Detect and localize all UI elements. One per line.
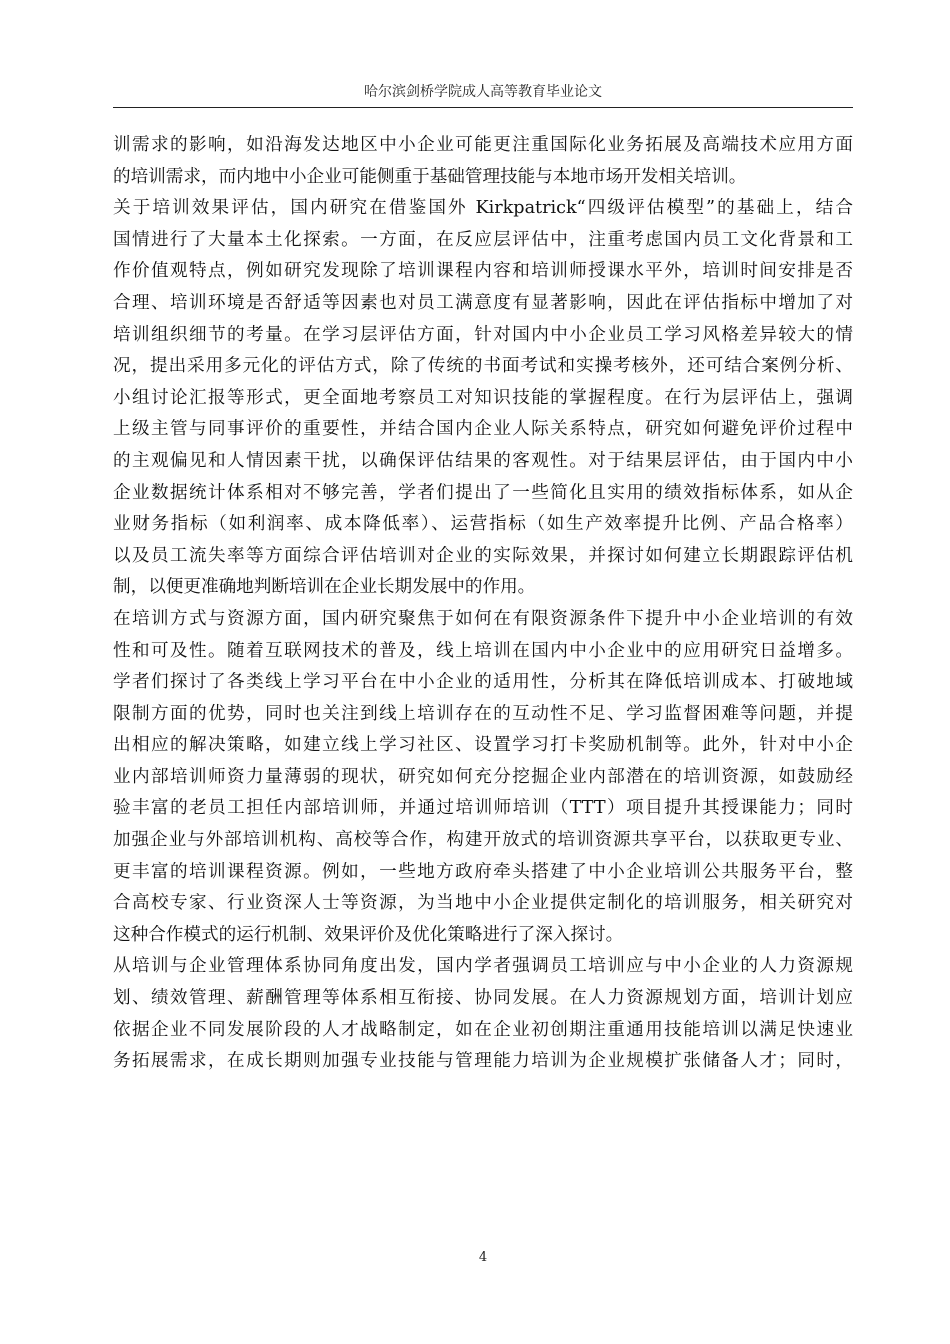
text-line: 作价值观特点，例如研究发现除了培训课程内容和培训师授课水平外，培训时间安排是否 (113, 261, 853, 282)
running-header: 哈尔滨剑桥学院成人高等教育毕业论文 (364, 84, 602, 100)
text-line: 合高校专家、行业资深人士等资源，为当地中小企业提供定制化的培训服务，相关研究对 (113, 893, 853, 914)
text-line: 业内部培训师资力量薄弱的现状，研究如何充分挖掘企业内部潜在的培训资源，如鼓励经 (113, 766, 853, 787)
text-line: 在培训方式与资源方面，国内研究聚焦于如何在有限资源条件下提升中小企业培训的有效 (113, 608, 853, 629)
text-line: 国情进行了大量本土化探索。一方面，在反应层评估中，注重考虑国内员工文化背景和工 (113, 229, 853, 250)
text-line: 出相应的解决策略，如建立线上学习社区、设置学习打卡奖励机制等。此外，针对中小企 (113, 735, 853, 756)
text-line: 关于培训效果评估，国内研究在借鉴国外 Kirkpatrick“四级评估模型”的基础上，结合 (113, 198, 853, 219)
text-line: 依据企业不同发展阶段的人才战略制定，如在企业初创期注重通用技能培训以满足快速业 (113, 1019, 853, 1040)
text-line: 学者们探讨了各类线上学习平台在中小企业的适用性，分析其在降低培训成本、打破地域 (113, 672, 853, 693)
text-line: 更丰富的培训课程资源。例如，一些地方政府牵头搭建了中小企业培训公共服务平台，整 (113, 861, 853, 882)
text-line: 业财务指标（如利润率、成本降低率）、运营指标（如生产效率提升比例、产品合格率） (113, 514, 853, 535)
text-line: 况，提出采用多元化的评估方式，除了传统的书面考试和实操考核外，还可结合案例分析、 (113, 356, 853, 377)
text-line: 的培训需求，而内地中小企业可能侧重于基础管理技能与本地市场开发相关培训。 (113, 166, 747, 187)
header-divider (113, 107, 853, 108)
text-line: 的主观偏见和人情因素干扰，以确保评估结果的客观性。对于结果层评估，由于国内中小 (113, 450, 853, 471)
body-text (113, 130, 853, 1078)
text-line: 培训组织细节的考量。在学习层评估方面，针对国内中小企业员工学习风格差异较大的情 (113, 324, 853, 345)
page-number: 4 (478, 1250, 488, 1265)
text-line: 小组讨论汇报等形式，更全面地考察员工对知识技能的掌握程度。在行为层评估上，强调 (113, 387, 853, 408)
text-line: 验丰富的老员工担任内部培训师，并通过培训师培训（TTT）项目提升其授课能力；同时 (113, 798, 853, 819)
text-line: 制，以便更准确地判断培训在企业长期发展中的作用。 (113, 577, 536, 598)
text-line: 企业数据统计体系相对不够完善，学者们提出了一些简化且实用的绩效指标体系，如从企 (113, 482, 853, 503)
text-line: 划、绩效管理、薪酬管理等体系相互衔接、协同发展。在人力资源规划方面，培训计划应 (113, 988, 853, 1009)
text-line: 合理、培训环境是否舒适等因素也对员工满意度有显著影响，因此在评估指标中增加了对 (113, 292, 853, 313)
text-line: 性和可及性。随着互联网技术的普及，线上培训在国内中小企业中的应用研究日益增多。 (113, 640, 853, 661)
text-line: 这种合作模式的运行机制、效果评价及优化策略进行了深入探讨。 (113, 924, 624, 945)
text-line: 加强企业与外部培训机构、高校等合作，构建开放式的培训资源共享平台，以获取更专业、 (113, 830, 853, 851)
text-line: 以及员工流失率等方面综合评估培训对企业的实际效果，并探讨如何建立长期跟踪评估机 (113, 545, 853, 566)
text-line: 上级主管与同事评价的重要性，并结合国内企业人际关系特点，研究如何避免评价过程中 (113, 419, 853, 440)
text-line: 训需求的影响，如沿海发达地区中小企业可能更注重国际化业务拓展及高端技术应用方面 (113, 135, 853, 155)
text-line: 限制方面的优势，同时也关注到线上培训存在的互动性不足、学习监督困难等问题，并提 (113, 703, 853, 724)
text-line: 务拓展需求，在成长期则加强专业技能与管理能力培训为企业规模扩张储备人才；同时， (113, 1051, 853, 1072)
text-line: 从培训与企业管理体系协同角度出发，国内学者强调员工培训应与中小企业的人力资源规 (113, 956, 853, 977)
